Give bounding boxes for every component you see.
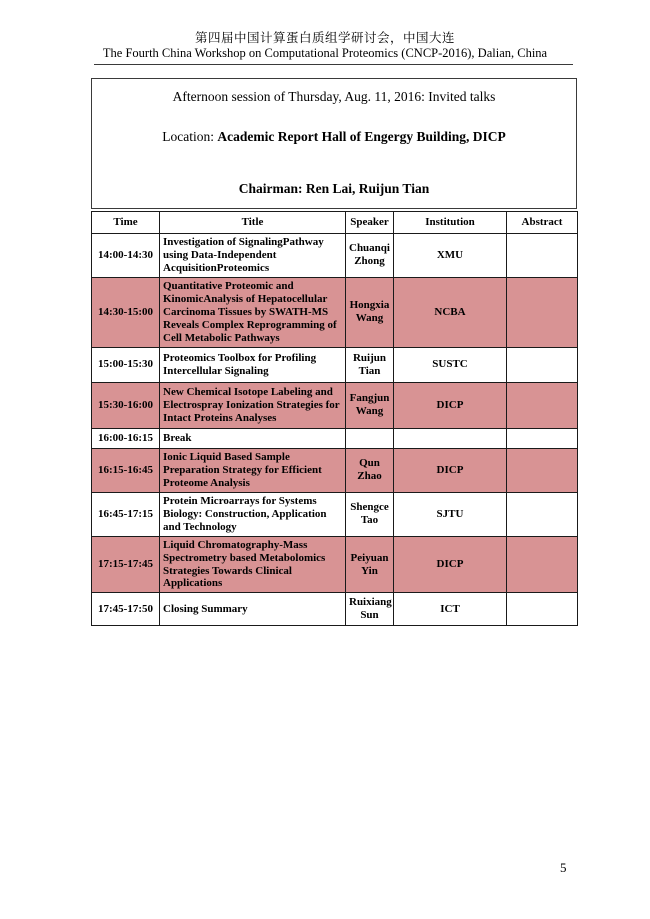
cell-abstract <box>507 382 578 428</box>
schedule-table <box>91 211 578 626</box>
cell-abstract <box>507 347 578 382</box>
session-location-label: Location: <box>162 129 218 144</box>
header-title-english: The Fourth China Workshop on Computational Proteomics (CNCP-2016), Dalian, China <box>102 46 548 60</box>
page-number: 5 <box>560 860 567 875</box>
cell-institution: DICP <box>394 536 507 593</box>
cell-speaker <box>346 428 394 448</box>
cell-time: 17:45-17:50 <box>92 593 160 626</box>
cell-institution: SJTU <box>394 492 507 536</box>
cell-institution: DICP <box>394 382 507 428</box>
cell-time: 16:45-17:15 <box>92 492 160 536</box>
cell-speaker: Ruijun Tian <box>346 347 394 382</box>
cell-title: Protein Microarrays for Systems Biology: Construction, Application and Technology <box>160 492 346 536</box>
cell-institution: ICT <box>394 593 507 626</box>
header-title-chinese: 第四届中国计算蛋白质组学研讨会，中国大连 <box>194 31 455 45</box>
cell-title: Closing Summary <box>160 593 346 626</box>
cell-title: Quantitative Proteomic and KinomicAnalysis of Hepatocellular Carcinoma Tissues by SWATH-MS Reveals Complex Reprogramming of Cell Metabolic Pathways <box>160 277 346 347</box>
cell-speaker: Qun Zhao <box>346 448 394 492</box>
cell-title: New Chemical Isotope Labeling and Electrospray Ionization Strategies for Intact Proteins Analyses <box>160 382 346 428</box>
cell-abstract <box>507 428 578 448</box>
table-row <box>92 448 578 492</box>
cell-institution: XMU <box>394 234 507 278</box>
table-row <box>92 347 578 382</box>
cell-speaker: Shengce Tao <box>346 492 394 536</box>
column-header-institution: Institution <box>394 212 507 234</box>
header-divider <box>94 64 573 65</box>
cell-institution: NCBA <box>394 277 507 347</box>
table-row <box>92 536 578 593</box>
column-header-title: Title <box>160 212 346 234</box>
cell-time: 17:15-17:45 <box>92 536 160 593</box>
cell-abstract <box>507 234 578 278</box>
cell-time: 14:30-15:00 <box>92 277 160 347</box>
cell-abstract <box>507 593 578 626</box>
cell-speaker: Ruixiang Sun <box>346 593 394 626</box>
column-header-abstract: Abstract <box>507 212 578 234</box>
column-header-time: Time <box>92 212 160 234</box>
cell-title: Liquid Chromatography-Mass Spectrometry based Metabolomics Strategies Towards Clinical Applications <box>160 536 346 593</box>
table-row <box>92 593 578 626</box>
session-info-box <box>91 78 577 209</box>
table-row <box>92 428 578 448</box>
cell-time: 15:00-15:30 <box>92 347 160 382</box>
cell-abstract <box>507 277 578 347</box>
cell-time: 15:30-16:00 <box>92 382 160 428</box>
cell-title: Break <box>160 428 346 448</box>
table-header-row <box>92 212 578 234</box>
cell-abstract <box>507 536 578 593</box>
cell-time: 16:15-16:45 <box>92 448 160 492</box>
cell-speaker: Fangjun Wang <box>346 382 394 428</box>
cell-abstract <box>507 492 578 536</box>
session-location <box>92 129 576 145</box>
table-row <box>92 234 578 278</box>
cell-abstract <box>507 448 578 492</box>
table-row <box>92 382 578 428</box>
cell-title: Ionic Liquid Based Sample Preparation Strategy for Efficient Proteome Analysis <box>160 448 346 492</box>
cell-title: Investigation of SignalingPathway using Data-Independent AcquisitionProteomics <box>160 234 346 278</box>
cell-time: 16:00-16:15 <box>92 428 160 448</box>
cell-time: 14:00-14:30 <box>92 234 160 278</box>
column-header-speaker: Speaker <box>346 212 394 234</box>
cell-title: Proteomics Toolbox for Profiling Intercellular Signaling <box>160 347 346 382</box>
cell-speaker: Peiyuan Yin <box>346 536 394 593</box>
table-row <box>92 492 578 536</box>
cell-institution <box>394 428 507 448</box>
running-header <box>0 0 650 65</box>
session-chairman: Chairman: Ren Lai, Ruijun Tian <box>238 181 430 196</box>
cell-institution: DICP <box>394 448 507 492</box>
table-row <box>92 277 578 347</box>
session-title: Afternoon session of Thursday, Aug. 11, 2016: Invited talks <box>172 89 496 104</box>
cell-institution: SUSTC <box>394 347 507 382</box>
cell-speaker: Chuanqi Zhong <box>346 234 394 278</box>
cell-speaker: Hongxia Wang <box>346 277 394 347</box>
session-location-value: Academic Report Hall of Engergy Building, DICP <box>217 129 506 144</box>
